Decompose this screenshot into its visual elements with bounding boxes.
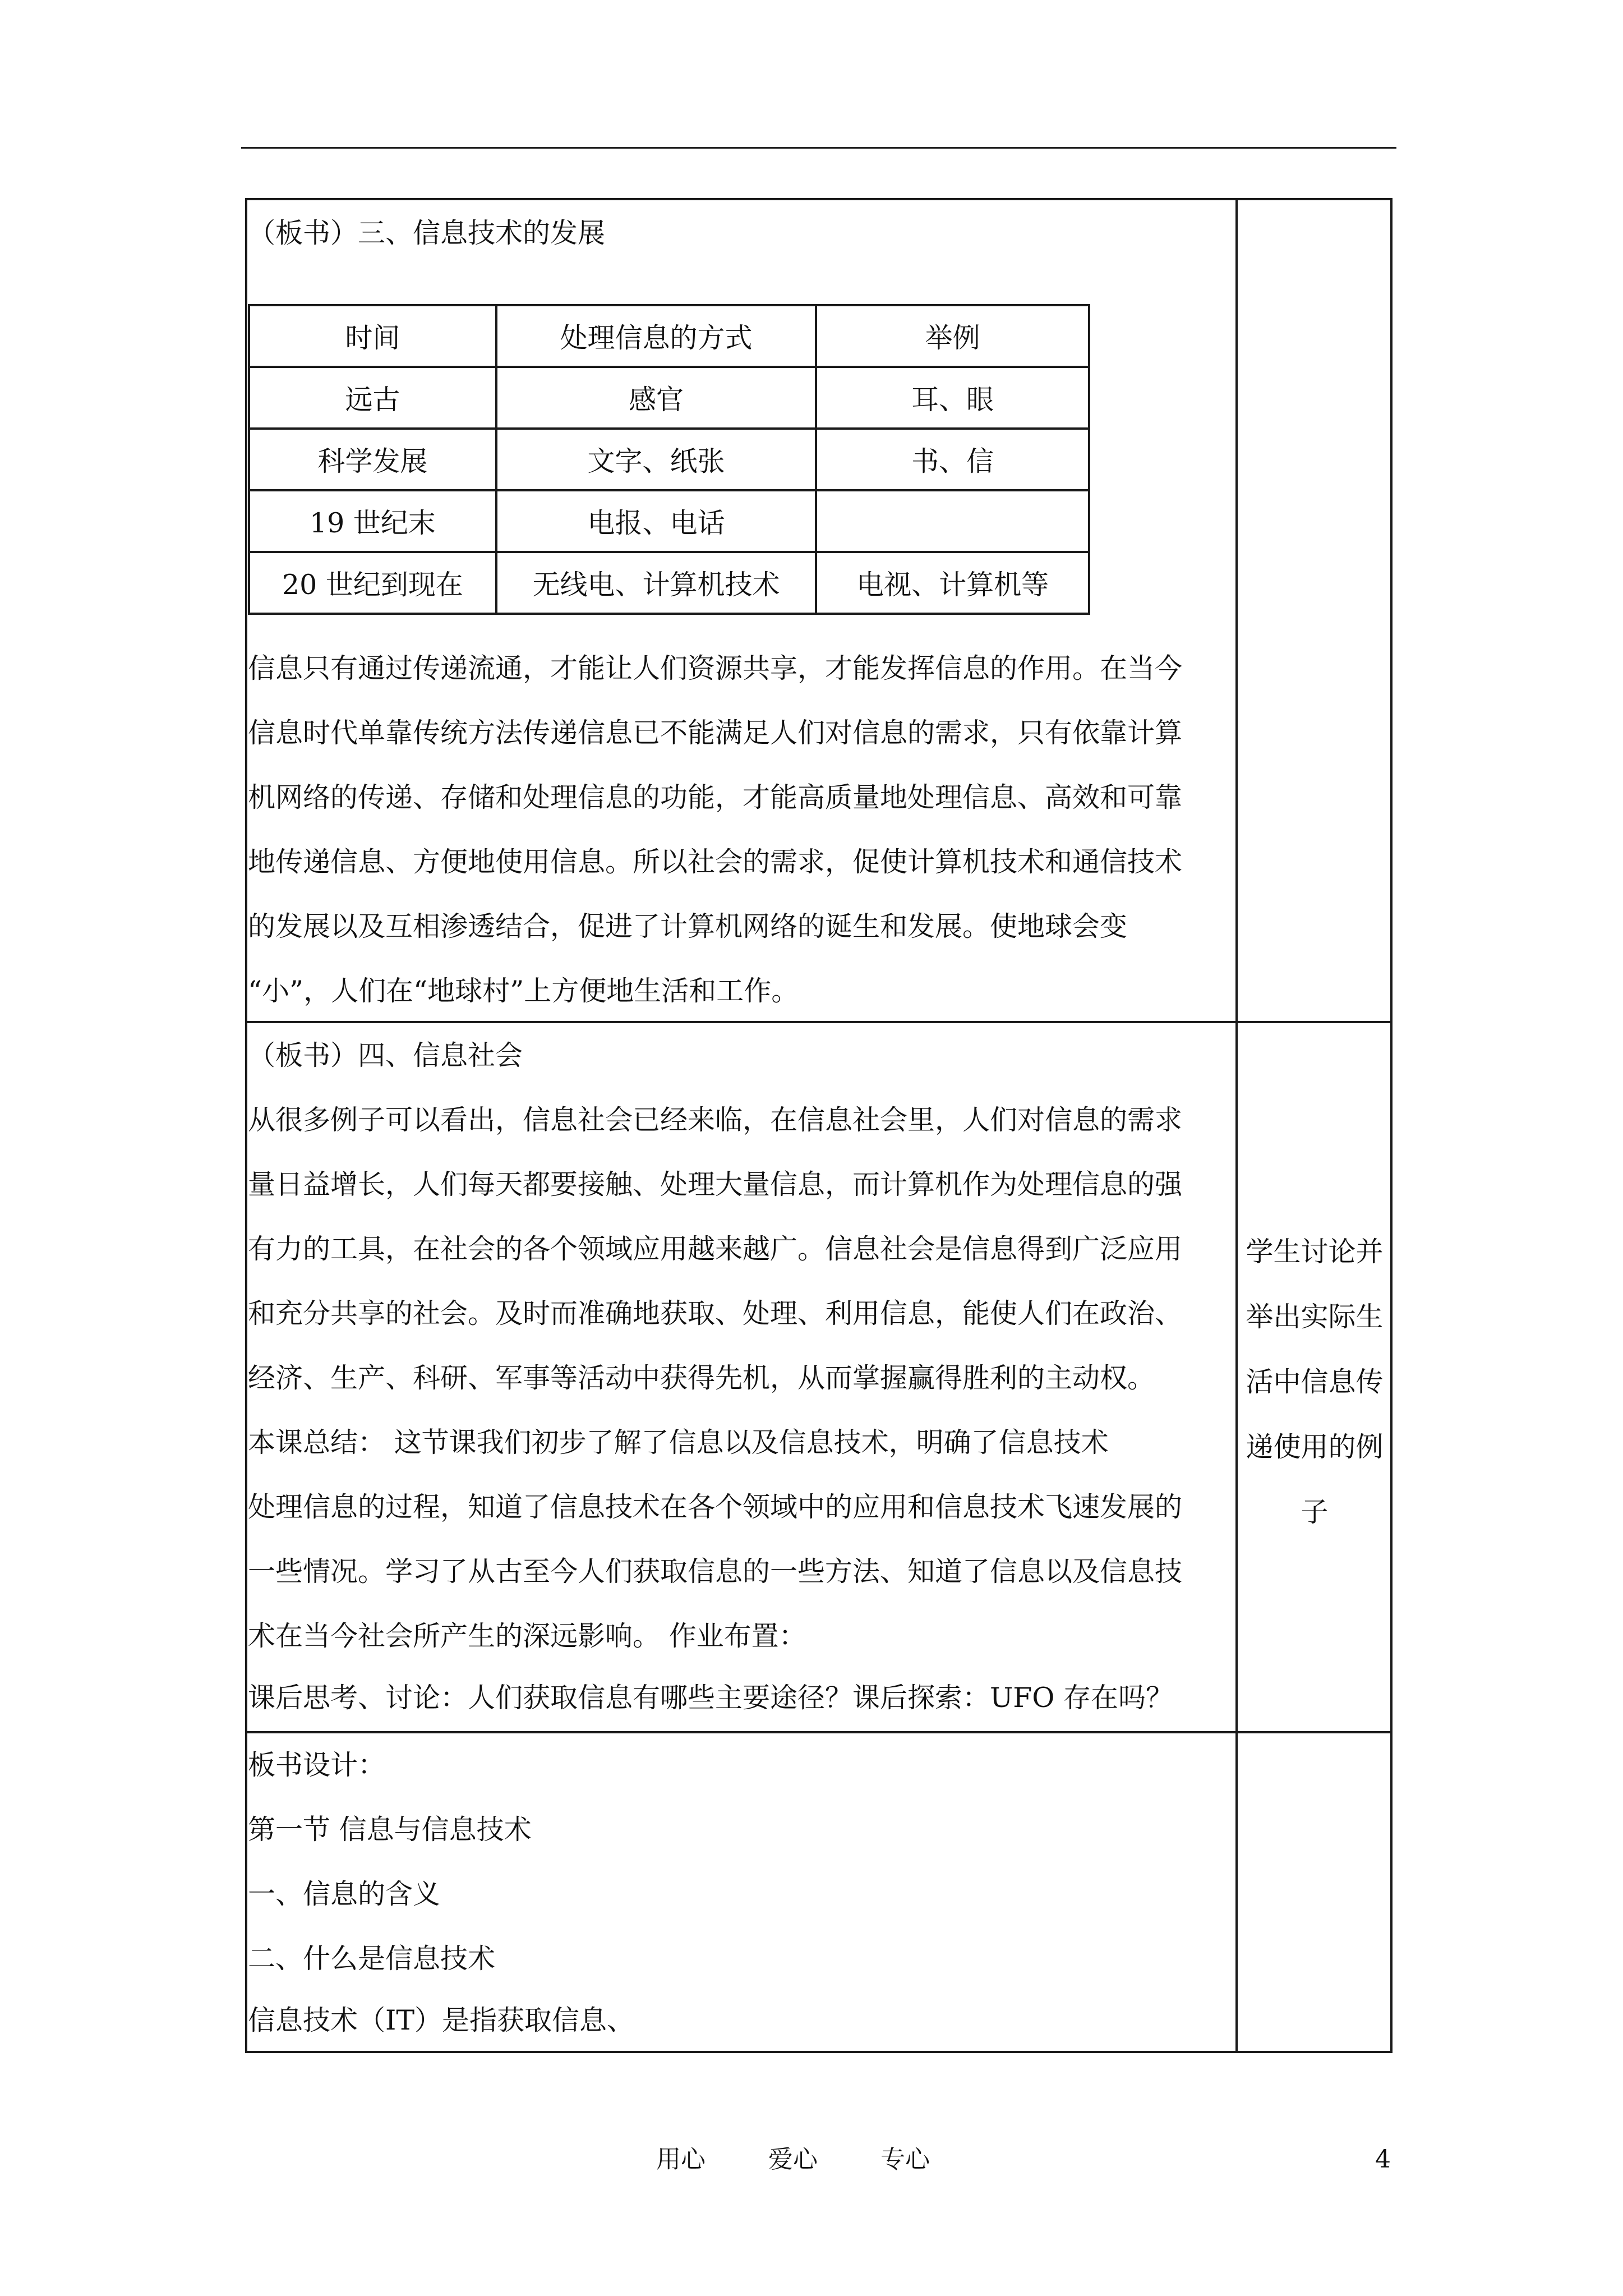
paragraph-line: 课后思考、讨论：人们获取信息有哪些主要途径？课后探索：UFO 存在吗？ (248, 1682, 1174, 1714)
board-design-line: 一、信息的含义 (248, 1878, 441, 1910)
paragraph-line: 和充分共享的社会。及时而准确地获取、处理、利用信息，能使人们在政治、 (248, 1297, 1183, 1329)
paragraph-line: 经济、生产、科研、军事等活动中获得先机，从而掌握赢得胜利的主动权。 (248, 1362, 1155, 1394)
column-divider (1235, 198, 1238, 2053)
table-header-cell: 举例 (816, 305, 1089, 367)
table-header-row (249, 305, 1089, 367)
activity-line: 活中信息传 (1246, 1366, 1384, 1398)
table-row (249, 552, 1089, 614)
paragraph-line: 量日益增长，人们每天都要接触、处理大量信息，而计算机作为处理信息的强 (248, 1168, 1183, 1200)
table-cell: 电报、电话 (496, 490, 816, 552)
development-table (248, 304, 1090, 615)
row-divider-1 (245, 1021, 1393, 1023)
footer-word: 专心 (880, 2145, 930, 2174)
footer-word: 用心 (656, 2145, 706, 2174)
table-cell (816, 490, 1089, 552)
table-cell: 20 世纪到现在 (249, 552, 496, 614)
paragraph-line: 本课总结： 这节课我们初步了解了信息以及信息技术，明确了信息技术 (248, 1427, 1109, 1458)
board-design-heading: 板书设计： (248, 1749, 386, 1781)
table-cell: 感官 (496, 367, 816, 429)
paragraph-line: 一些情况。学习了从古至今人们获取信息的一些方法、知道了信息以及信息技 (248, 1556, 1183, 1588)
activity-line: 子 (1301, 1496, 1329, 1528)
page-number: 4 (1375, 2145, 1391, 2174)
table-row (249, 429, 1089, 490)
footer-word: 爱心 (768, 2145, 818, 2174)
table-cell: 文字、纸张 (496, 429, 816, 490)
table-cell: 耳、眼 (816, 367, 1089, 429)
activity-line: 举出实际生 (1246, 1301, 1384, 1333)
section3-heading: （板书）三、信息技术的发展 (248, 217, 606, 249)
paragraph-line: 机网络的传递、存储和处理信息的功能，才能高质量地处理信息、高效和可靠 (248, 781, 1183, 813)
paragraph-line: 地传递信息、方便地使用信息。所以社会的需求，促使计算机技术和通信技术 (248, 846, 1183, 878)
paragraph-line: “小”，人们在“地球村”上方便地生活和工作。 (248, 975, 799, 1007)
paragraph-line: 处理信息的过程，知道了信息技术在各个领域中的应用和信息技术飞速发展的 (248, 1491, 1183, 1523)
activity-note (1239, 1220, 1390, 1545)
row-divider-2 (245, 1731, 1393, 1733)
activity-line: 学生讨论并 (1246, 1236, 1384, 1268)
table-row (249, 367, 1089, 429)
board-design-line: 二、什么是信息技术 (248, 1943, 496, 1975)
paragraph-line: 从很多例子可以看出，信息社会已经来临，在信息社会里，人们对信息的需求 (248, 1104, 1183, 1136)
table-cell: 书、信 (816, 429, 1089, 490)
section4-heading: （板书）四、信息社会 (248, 1039, 523, 1071)
table-header-cell: 时间 (249, 305, 496, 367)
activity-line: 递使用的例 (1246, 1431, 1384, 1463)
paragraph-line: 的发展以及互相渗透结合，促进了计算机网络的诞生和发展。使地球会变 (248, 910, 1128, 942)
paragraph-line: 信息只有通过传递流通，才能让人们资源共享，才能发挥信息的作用。在当今 (248, 652, 1183, 684)
table-row (249, 490, 1089, 552)
table-cell: 远古 (249, 367, 496, 429)
table-cell: 科学发展 (249, 429, 496, 490)
paragraph-line: 术在当今社会所产生的深远影响。 作业布置： (248, 1620, 806, 1652)
board-design-line: 第一节 信息与信息技术 (248, 1814, 532, 1846)
header-rule (241, 147, 1396, 149)
table-header-cell: 处理信息的方式 (496, 305, 816, 367)
table-cell: 电视、计算机等 (816, 552, 1089, 614)
table-cell: 19 世纪末 (249, 490, 496, 552)
board-design-line: 信息技术（IT）是指获取信息、 (248, 2004, 635, 2036)
paragraph-line: 有力的工具，在社会的各个领域应用越来越广。信息社会是信息得到广泛应用 (248, 1233, 1183, 1265)
paragraph-line: 信息时代单靠传统方法传递信息已不能满足人们对信息的需求，只有依靠计算 (248, 717, 1183, 749)
table-cell: 无线电、计算机技术 (496, 552, 816, 614)
